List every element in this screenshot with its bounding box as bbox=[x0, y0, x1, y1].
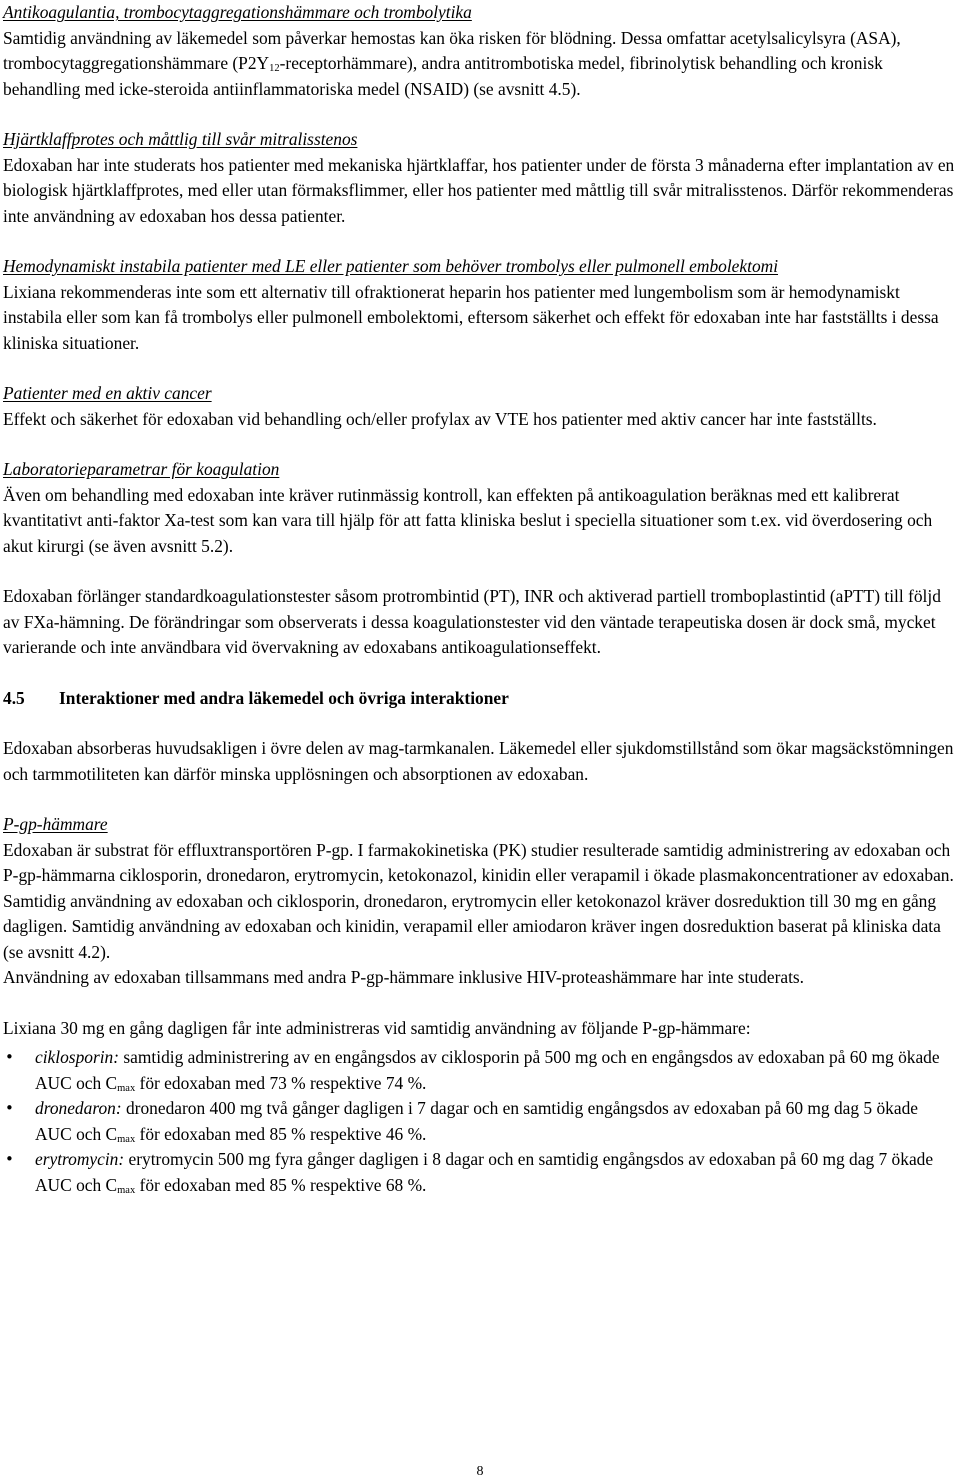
section-heading-4-5 bbox=[3, 686, 957, 712]
text-part: -receptorhämmare), andra antitrombotiska medel, fibrinolytisk behandling och kronisk behandling med icke-steroida antiinflammatoriska medel (NSAID) (se avsnitt 4.5). bbox=[3, 53, 883, 99]
heading-pgp: P-gp-hämmare bbox=[3, 814, 108, 834]
paragraph-pgp-1: Edoxaban är substrat för effluxtransportören P-gp. I farmakokinetiska (PK) studier resulterade samtidig administrering av edoxaban och P-gp-hämmarna ciklosporin, dronedaron, erytromycin, ketokonazol, kinidin eller verapamil i ökade plasmakoncentrationer av edoxaban. Samtidig användning av edoxaban och ciklosporin, dronedaron, erytromycin eller ketokonazol kräver dosreduktion till 30 mg en gång dagligen. Samtidig användning av edoxaban och kinidin, verapamil eller amiodaron kräver ingen dosreduktion baserat på kliniska data (se avsnitt 4.2). bbox=[3, 839, 954, 962]
subscript: max bbox=[117, 1184, 136, 1196]
subscript: 12 bbox=[269, 63, 280, 74]
subscript: max bbox=[117, 1082, 136, 1094]
text-part: samtidig administrering av en engångsdos av ciklosporin på 500 mg och en engångsdos av edoxaban på 60 mg ökade AUC och C bbox=[35, 1047, 940, 1093]
text-part: för edoxaban med 85 % respektive 68 %. bbox=[135, 1174, 427, 1195]
heading-heart-valve: Hjärtklaffprotes och måttlig till svår mitralisstenos bbox=[3, 129, 358, 149]
paragraph-interactions-intro: Edoxaban absorberas huvudsakligen i övre delen av mag-tarmkanalen. Läkemedel eller sjukdomstillstånd som ökar magsäckstömningen och tarmmotiliteten kan därför minska upplösningen och absorptionen av edoxaban. bbox=[3, 738, 954, 784]
text-part: för edoxaban med 73 % respektive 74 %. bbox=[135, 1072, 427, 1093]
list-item bbox=[3, 1147, 957, 1198]
section-4-5 bbox=[3, 686, 957, 788]
text-part: för edoxaban med 85 % respektive 46 %. bbox=[135, 1123, 427, 1144]
section-anticoagulants bbox=[3, 0, 957, 102]
paragraph-heart-valve: Edoxaban har inte studerats hos patienter med mekaniska hjärtklaffar, hos patienter under de första 3 månaderna efter implantation av en biologisk hjärtklaffprotes, med eller utan förmaksflimmer, eller hos patienter med måttlig till svår mitralisstenos. Därför rekommenderas inte användning av edoxaban hos dessa patienter. bbox=[3, 154, 955, 226]
page-number: 8 bbox=[476, 1464, 484, 1479]
list-item bbox=[3, 1096, 957, 1147]
paragraph-lab-1: Även om behandling med edoxaban inte kräver rutinmässig kontroll, kan effekten på antikoagulation beräknas med ett kalibrerat kvantitativt anti-faktor Xa-test som kan vara till hjälp för att fatta kliniska beslut i speciella situationer som t.ex. vid överdosering och akut kirurgi (se även avsnitt 5.2). bbox=[3, 484, 933, 556]
list-item bbox=[3, 1045, 957, 1096]
pgp-inhibitor-list bbox=[3, 1045, 957, 1198]
paragraph-pgp-2: Användning av edoxaban tillsammans med andra P-gp-hämmare inklusive HIV-proteashämmare har inte studerats. bbox=[3, 967, 805, 987]
section-pgp bbox=[3, 812, 957, 1198]
text-part: Samtidig användning av läkemedel som påverkar hemostas kan öka risken för blödning. Dessa omfattar acetylsalicylsyra (ASA), trombocytaggregationshämmare (P2Y bbox=[3, 27, 901, 73]
section-hemodynamic bbox=[3, 254, 957, 356]
heading-cancer: Patienter med en aktiv cancer bbox=[3, 383, 212, 403]
paragraph-lab-2: Edoxaban förlänger standardkoagulationstester såsom protrombintid (PT), INR och aktiverad partiell tromboplastintid (aPTT) till följd av FXa-hämning. De förändringar som observerats i dessa koagulationstester vid den väntade terapeutiska dosen är dock små, mycket varierande och inte användbara vid övervakning av edoxabans antikoagulationseffekt. bbox=[3, 586, 941, 657]
paragraph-cancer: Effekt och säkerhet för edoxaban vid behandling och/eller profylax av VTE hos patienter med aktiv cancer har inte fastställts. bbox=[3, 408, 877, 429]
text-part: erytromycin 500 mg fyra gånger dagligen i 8 dagar och en samtidig engångsdos av edoxaban på 60 mg dag 7 ökade AUC och C bbox=[35, 1149, 934, 1195]
section-lab-parameters bbox=[3, 457, 957, 661]
section-title: Interaktioner med andra läkemedel och övriga interaktioner bbox=[59, 687, 509, 708]
paragraph-hemodynamic: Lixiana rekommenderas inte som ett alternativ till ofraktionerat heparin hos patienter med lungembolism som är hemodynamiskt instabila eller som kan få trombolys eller pulmonell embolektomi, eftersom säkerhet och effekt för edoxaban inte har fastställts i dessa kliniska situationer. bbox=[3, 281, 939, 353]
drug-name: ciklosporin: bbox=[35, 1047, 120, 1067]
drug-name: dronedaron: bbox=[35, 1098, 122, 1118]
heading-anticoagulants: Antikoagulantia, trombocytaggregationshämmare och trombolytika bbox=[3, 2, 472, 22]
section-heart-valve bbox=[3, 127, 957, 229]
drug-name: erytromycin: bbox=[35, 1149, 125, 1169]
subscript: max bbox=[117, 1133, 136, 1145]
section-cancer bbox=[3, 381, 957, 432]
text-part: dronedaron 400 mg två gånger dagligen i 7 dagar och en samtidig engångsdos av edoxaban på 60 mg dag 5 ökade AUC och C bbox=[35, 1098, 918, 1144]
page-content bbox=[3, 0, 957, 1198]
paragraph-pgp-3: Lixiana 30 mg en gång dagligen får inte administreras vid samtidig användning av följande P-gp-hämmare: bbox=[3, 1017, 751, 1038]
section-number: 4.5 bbox=[3, 687, 25, 708]
heading-lab-parameters: Laboratorieparametrar för koagulation bbox=[3, 459, 280, 479]
heading-hemodynamic: Hemodynamiskt instabila patienter med LE eller patienter som behöver trombolys eller pulmonell embolektomi bbox=[3, 256, 779, 276]
paragraph-anticoagulants bbox=[3, 26, 957, 103]
